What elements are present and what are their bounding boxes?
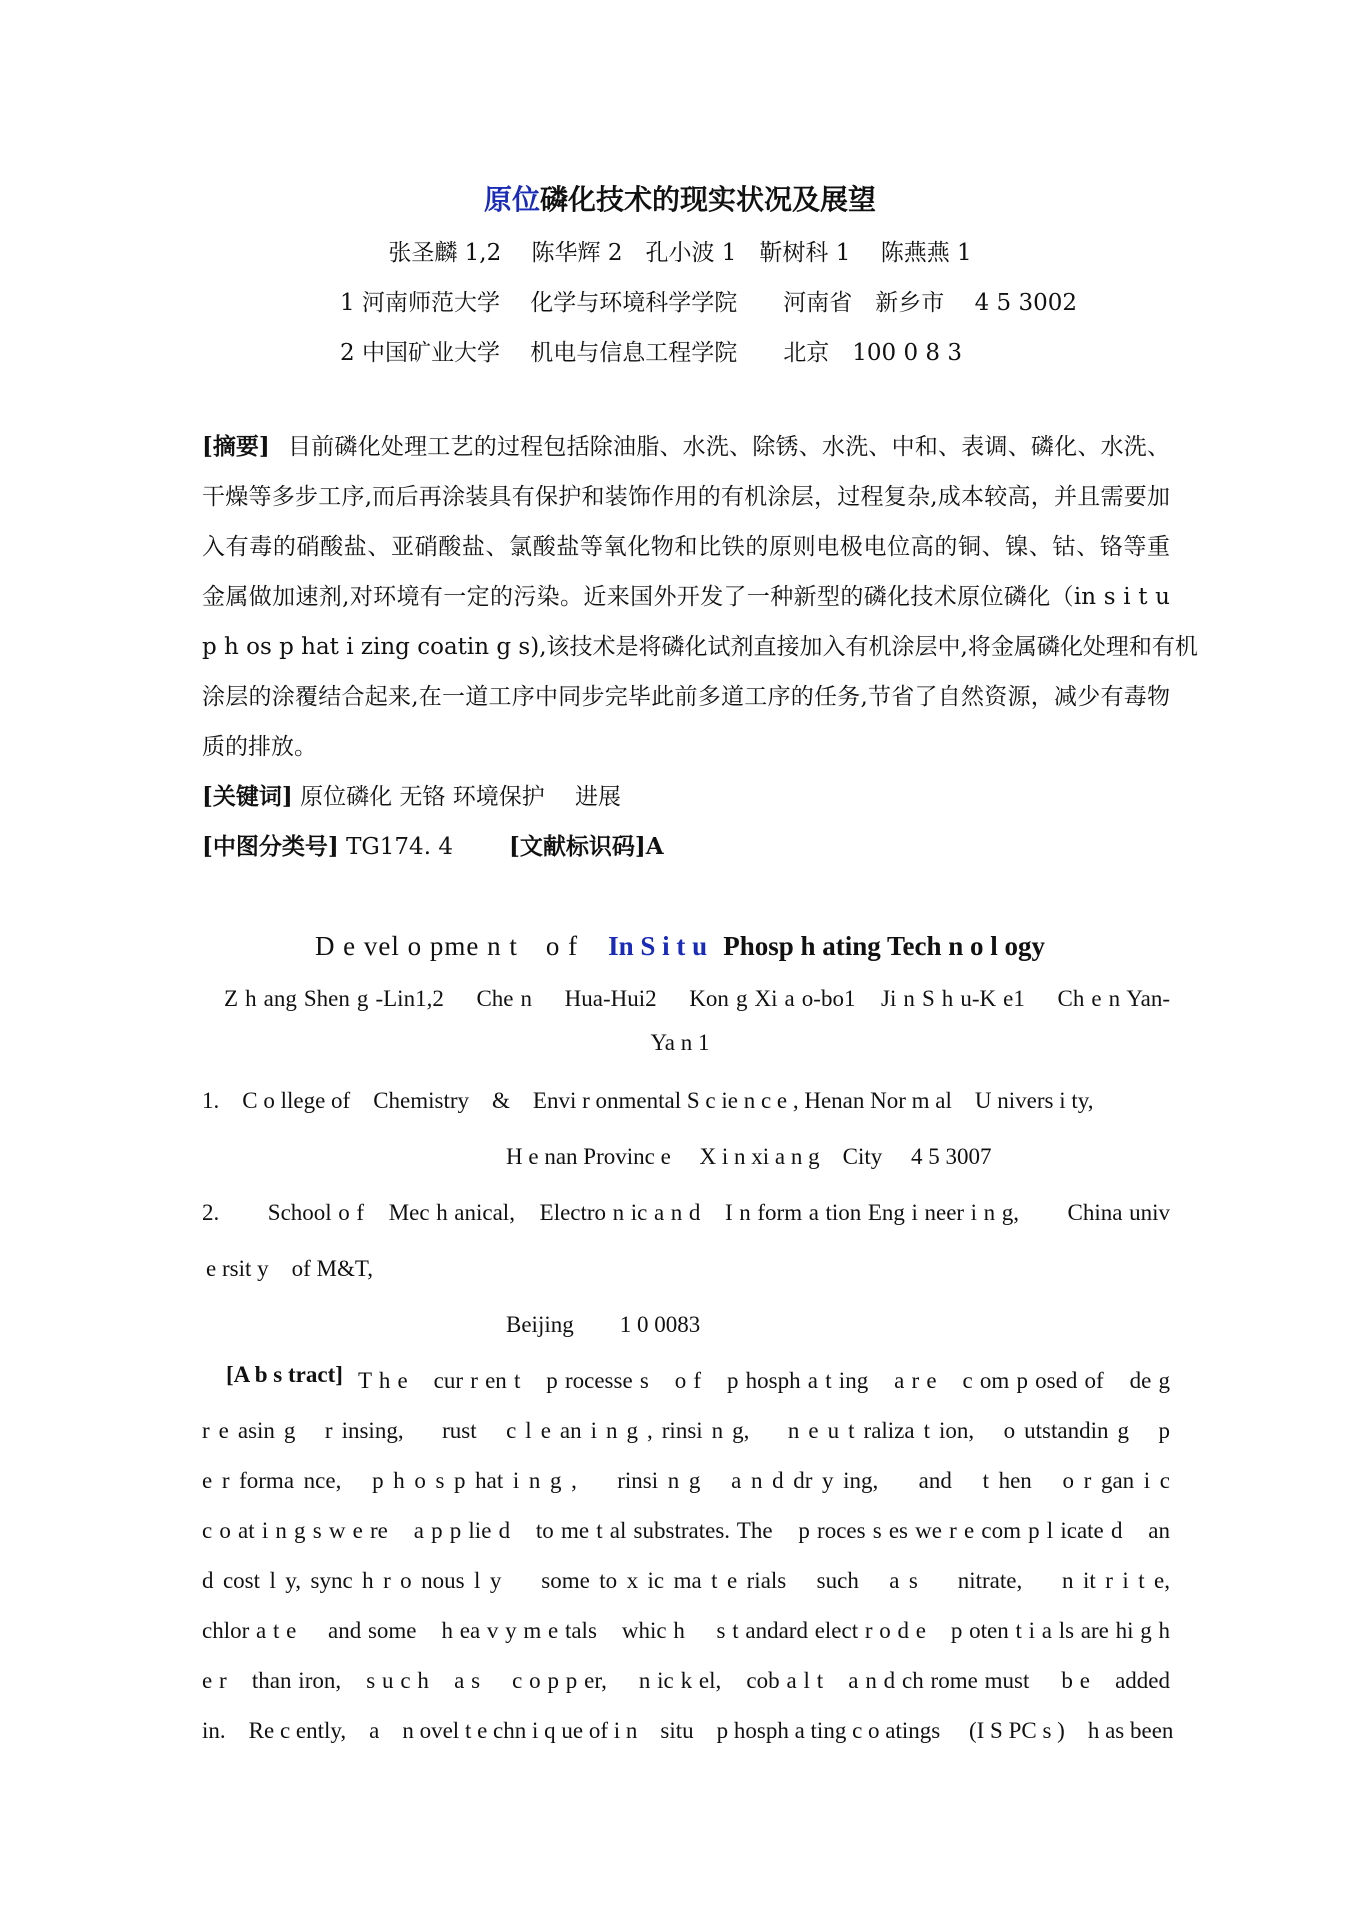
abstract-zh-line: 入有毒的硝酸盐、亚硝酸盐、氯酸盐等氧化物和比铁的原则电极电位高的铜、镍、钴、铬等重 xyxy=(202,534,1170,560)
title-zh-highlight: 原位 xyxy=(483,183,540,216)
abstract-zh-line: 目前磷化处理工艺的过程包括除油脂、水洗、除锈、水洗、中和、表调、磷化、水洗、 xyxy=(288,434,1170,460)
affiliation-en-2b: e rsit y of M&T, xyxy=(206,1256,373,1281)
classification-label: [中图分类号] xyxy=(202,833,339,860)
affiliation-en-2: 2. School o f Mec h anical, Electro n ic a n d I n form a tion Eng i neer i n g, China univ xyxy=(202,1200,1170,1225)
keywords-zh-label: [关键词] xyxy=(202,783,293,810)
affiliation-zh-1: 1 河南师范大学 化学与环境科学学院 河南省 新乡市 4 5 3002 xyxy=(340,290,1077,316)
affiliation-zh-2: 2 中国矿业大学 机电与信息工程学院 北京 100 0 8 3 xyxy=(340,340,962,366)
abstract-zh-label: [摘要] xyxy=(202,433,270,460)
title-en-part1: D e vel o pme n t o f xyxy=(314,931,579,961)
classification-line xyxy=(202,828,664,861)
title-zh-rest: 磷化技术的现实状况及展望 xyxy=(540,183,877,216)
affiliation-en-1b: H e nan Provinc e X i n xi a n g City 4 5 3007 xyxy=(506,1144,992,1169)
affiliation-en-2c: Beijing 1 0 0083 xyxy=(506,1312,701,1337)
title-en-highlight: In S i t u xyxy=(608,931,708,961)
keywords-zh xyxy=(202,778,621,811)
abstract-en-line: r e asin g r insing, rust c l e an i n g , rinsi n g, n e u t raliza t ion, o utstandin g p xyxy=(202,1418,1170,1443)
abstract-en-line: c o at i n g s w e re a p p lie d to me t al substrates. The p roces s es we r e com p l icate d an xyxy=(202,1518,1170,1543)
abstract-zh-line: p h os p hat i zing coatin g s),该技术是将磷化试剂直接加入有机涂层中,将金属磷化处理和有机 xyxy=(202,634,1198,660)
abstract-zh-line: 涂层的涂覆结合起来,在一道工序中同步完毕此前多道工序的任务,节省了自然资源，减少有毒物 xyxy=(202,684,1170,710)
title-en xyxy=(0,924,1360,963)
doc-code-label: [文献标识码] xyxy=(508,833,646,860)
abstract-zh-line: 质的排放。 xyxy=(202,734,317,760)
abstract-zh-line: 干燥等多步工序,而后再涂装具有保护和装饰作用的有机涂层，过程复杂,成本较高，并且需要加 xyxy=(202,484,1170,510)
abstract-en-line: in. Re c ently, a n ovel t e chn i q ue of i n situ p hosph a ting c o atings (I S PC s ) h as been xyxy=(202,1718,1174,1743)
abstract-en-line: e r forma nce, p h o s p hat i n g , rinsi n g a n d dr y ing, and t hen o r gan i c xyxy=(202,1468,1170,1493)
authors-zh: 张圣麟 1,2 陈华辉 2 孔小波 1 靳树科 1 陈燕燕 1 xyxy=(388,240,972,266)
title-zh xyxy=(0,178,1360,218)
classification-value: TG174. 4 xyxy=(346,834,453,860)
doc-code-value: A xyxy=(645,833,664,860)
abstract-zh-line: 金属做加速剂,对环境有一定的污染。近来国外开发了一种新型的磷化技术原位磷化（in s i t u xyxy=(202,584,1170,610)
keywords-zh-text: 原位磷化 无铬 环境保护 进展 xyxy=(300,784,622,810)
abstract-en-label: [A b s tract] xyxy=(226,1362,343,1387)
authors-en-line1: Z h ang Shen g -Lin1,2 Che n Hua-Hui2 Kon g Xi a o-bo1 Ji n S h u-K e1 Ch e n Yan- xyxy=(224,986,1170,1011)
abstract-en-line: d cost l y, sync h r o nous l y some to x ic ma t e rials such a s nitrate, n it r i t e, xyxy=(202,1568,1170,1593)
title-en-part2: Phosp h ating Tech n o l ogy xyxy=(723,931,1046,961)
abstract-en-line: T h e cur r en t p rocesse s o f p hosph a t ing a r e c om p osed of de g xyxy=(358,1368,1170,1393)
affiliation-en-1: 1. C o llege of Chemistry & Envi r onmental S c ie n c e , Henan Nor m al U nivers i ty, xyxy=(202,1088,1094,1113)
abstract-en-line: e r than iron, s u c h a s c o p p er, n ic k el, cob a l t a n d ch rome must b e added xyxy=(202,1668,1170,1693)
authors-en-line2: Ya n 1 xyxy=(650,1030,710,1055)
abstract-en-line: chlor a t e and some h ea v y m e tals whic h s t andard elect r o d e p oten t i a ls are hi g h xyxy=(202,1618,1170,1643)
